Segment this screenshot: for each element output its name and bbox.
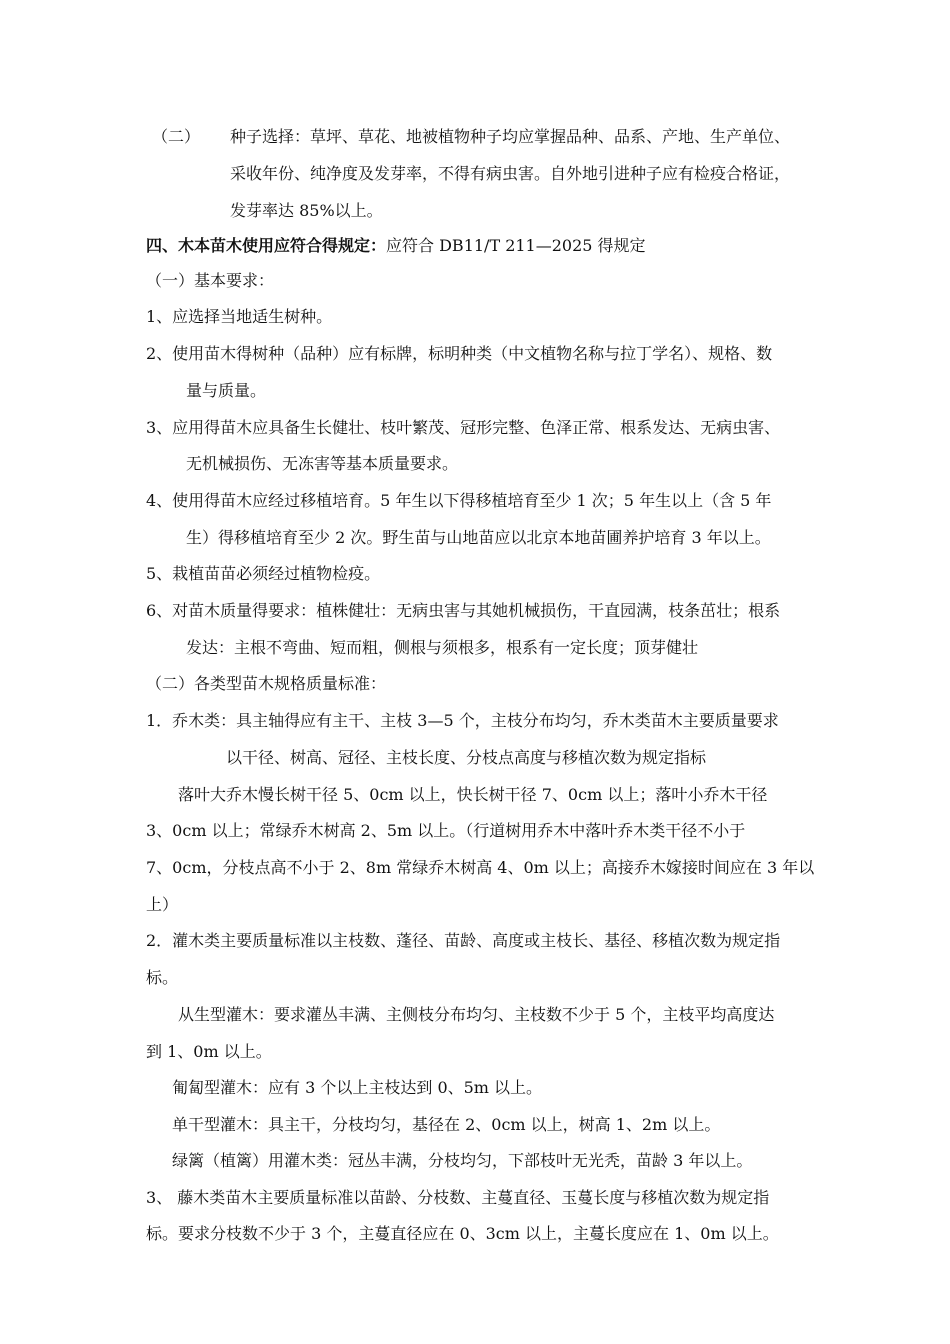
item-2-line-1: 2、使用苗木得树种（品种）应有标牌，标明种类（中文植物名称与拉丁学名）、规格、数 [146, 344, 773, 363]
subheading-basic: （一）基本要求： [146, 271, 275, 290]
section-label: （二） [152, 127, 201, 146]
item-3-line-1: 3、应用得苗木应具备生长健壮、枝叶繁茂、冠形完整、色泽正常、根系发达、无病虫害、 [146, 418, 781, 437]
tree-line-1: 1．乔木类：具主轴得应有主干、主枝 3—5 个，主枝分布均匀，乔木类苗木主要质量要求 [146, 711, 779, 730]
seed-line-2: 采收年份、纯净度及发芽率，不得有病虫害。自外地引进种子应有检疫合格证， [230, 164, 791, 183]
tree-line-4: 3、0cm 以上；常绿乔木树高 2、5m 以上。（行道树用乔木中落叶乔木类干径不小于 [146, 821, 746, 840]
heading-four [146, 235, 646, 257]
seed-line-3: 发芽率达 85%以上。 [230, 201, 383, 220]
item-6-line-2: 发达：主根不弯曲、短而粗，侧根与须根多，根系有一定长度；顶芽健壮 [186, 638, 699, 657]
item-3-line-2: 无机械损伤、无冻害等基本质量要求。 [186, 454, 459, 473]
tree-line-6: 上） [146, 895, 179, 914]
item-5: 5、栽植苗苗必须经过植物检疫。 [146, 564, 381, 583]
seed-line-1: 种子选择：草坪、草花、地被植物种子均应掌握品种、品系、产地、生产单位、 [230, 127, 791, 146]
item-4-line-1: 4、使用得苗木应经过移植培育。5 年生以下得移植培育至少 1 次；5 年生以上（含 5 年 [146, 491, 772, 510]
shrub-line-5: 匍匐型灌木：应有 3 个以上主枝达到 0、5m 以上。 [172, 1078, 543, 1097]
heading-four-bold: 四、木本苗木使用应符合得规定： [146, 236, 387, 255]
vine-line-1: 3、 藤木类苗木主要质量标准以苗龄、分枝数、主蔓直径、玉蔓长度与移植次数为规定指 [146, 1188, 770, 1207]
item-2-line-2: 量与质量。 [186, 381, 267, 400]
shrub-line-3: 从生型灌木：要求灌丛丰满、主侧枝分布均匀、主枝数不少于 5 个，主枝平均高度达 [178, 1005, 775, 1024]
item-6-line-1: 6、对苗木质量得要求：植株健壮：无病虫害与其她机械损伤，干直园满，枝条茁壮；根系 [146, 601, 781, 620]
shrub-line-7: 绿篱（植篱）用灌木类：冠丛丰满，分枝均匀，下部枝叶无光秃，苗龄 3 年以上。 [172, 1151, 753, 1170]
shrub-line-4: 到 1、0m 以上。 [146, 1042, 272, 1061]
subheading-standards: （二）各类型苗木规格质量标准： [146, 674, 387, 693]
shrub-line-2: 标。 [146, 968, 179, 987]
shrub-line-6: 单干型灌木：具主干，分枝均匀，基径在 2、0cm 以上，树高 1、2m 以上。 [172, 1115, 721, 1134]
tree-line-5: 7、0cm，分枝点高不小于 2、8m 常绿乔木树高 4、0m 以上；高接乔木嫁接时间应在 3 年以 [146, 858, 815, 877]
shrub-line-1: 2．灌木类主要质量标准以主枝数、蓬径、苗龄、高度或主枝长、基径、移植次数为规定指 [146, 931, 781, 950]
item-1: 1、应选择当地适生树种。 [146, 307, 333, 326]
tree-line-2: 以干径、树高、冠径、主枝长度、分枝点高度与移植次数为规定指标 [226, 748, 707, 767]
item-4-line-2: 生）得移植培育至少 2 次。野生苗与山地苗应以北京本地苗圃养护培育 3 年以上。 [186, 528, 771, 547]
heading-four-rest: 应符合 DB11/T 211—2025 得规定 [386, 236, 646, 255]
tree-line-3: 落叶大乔木慢长树干径 5、0cm 以上，快长树干径 7、0cm 以上；落叶小乔木干径 [178, 785, 768, 804]
vine-line-2: 标。要求分枝数不少于 3 个，主蔓直径应在 0、3cm 以上，主蔓长度应在 1、0m 以上。 [146, 1224, 779, 1243]
